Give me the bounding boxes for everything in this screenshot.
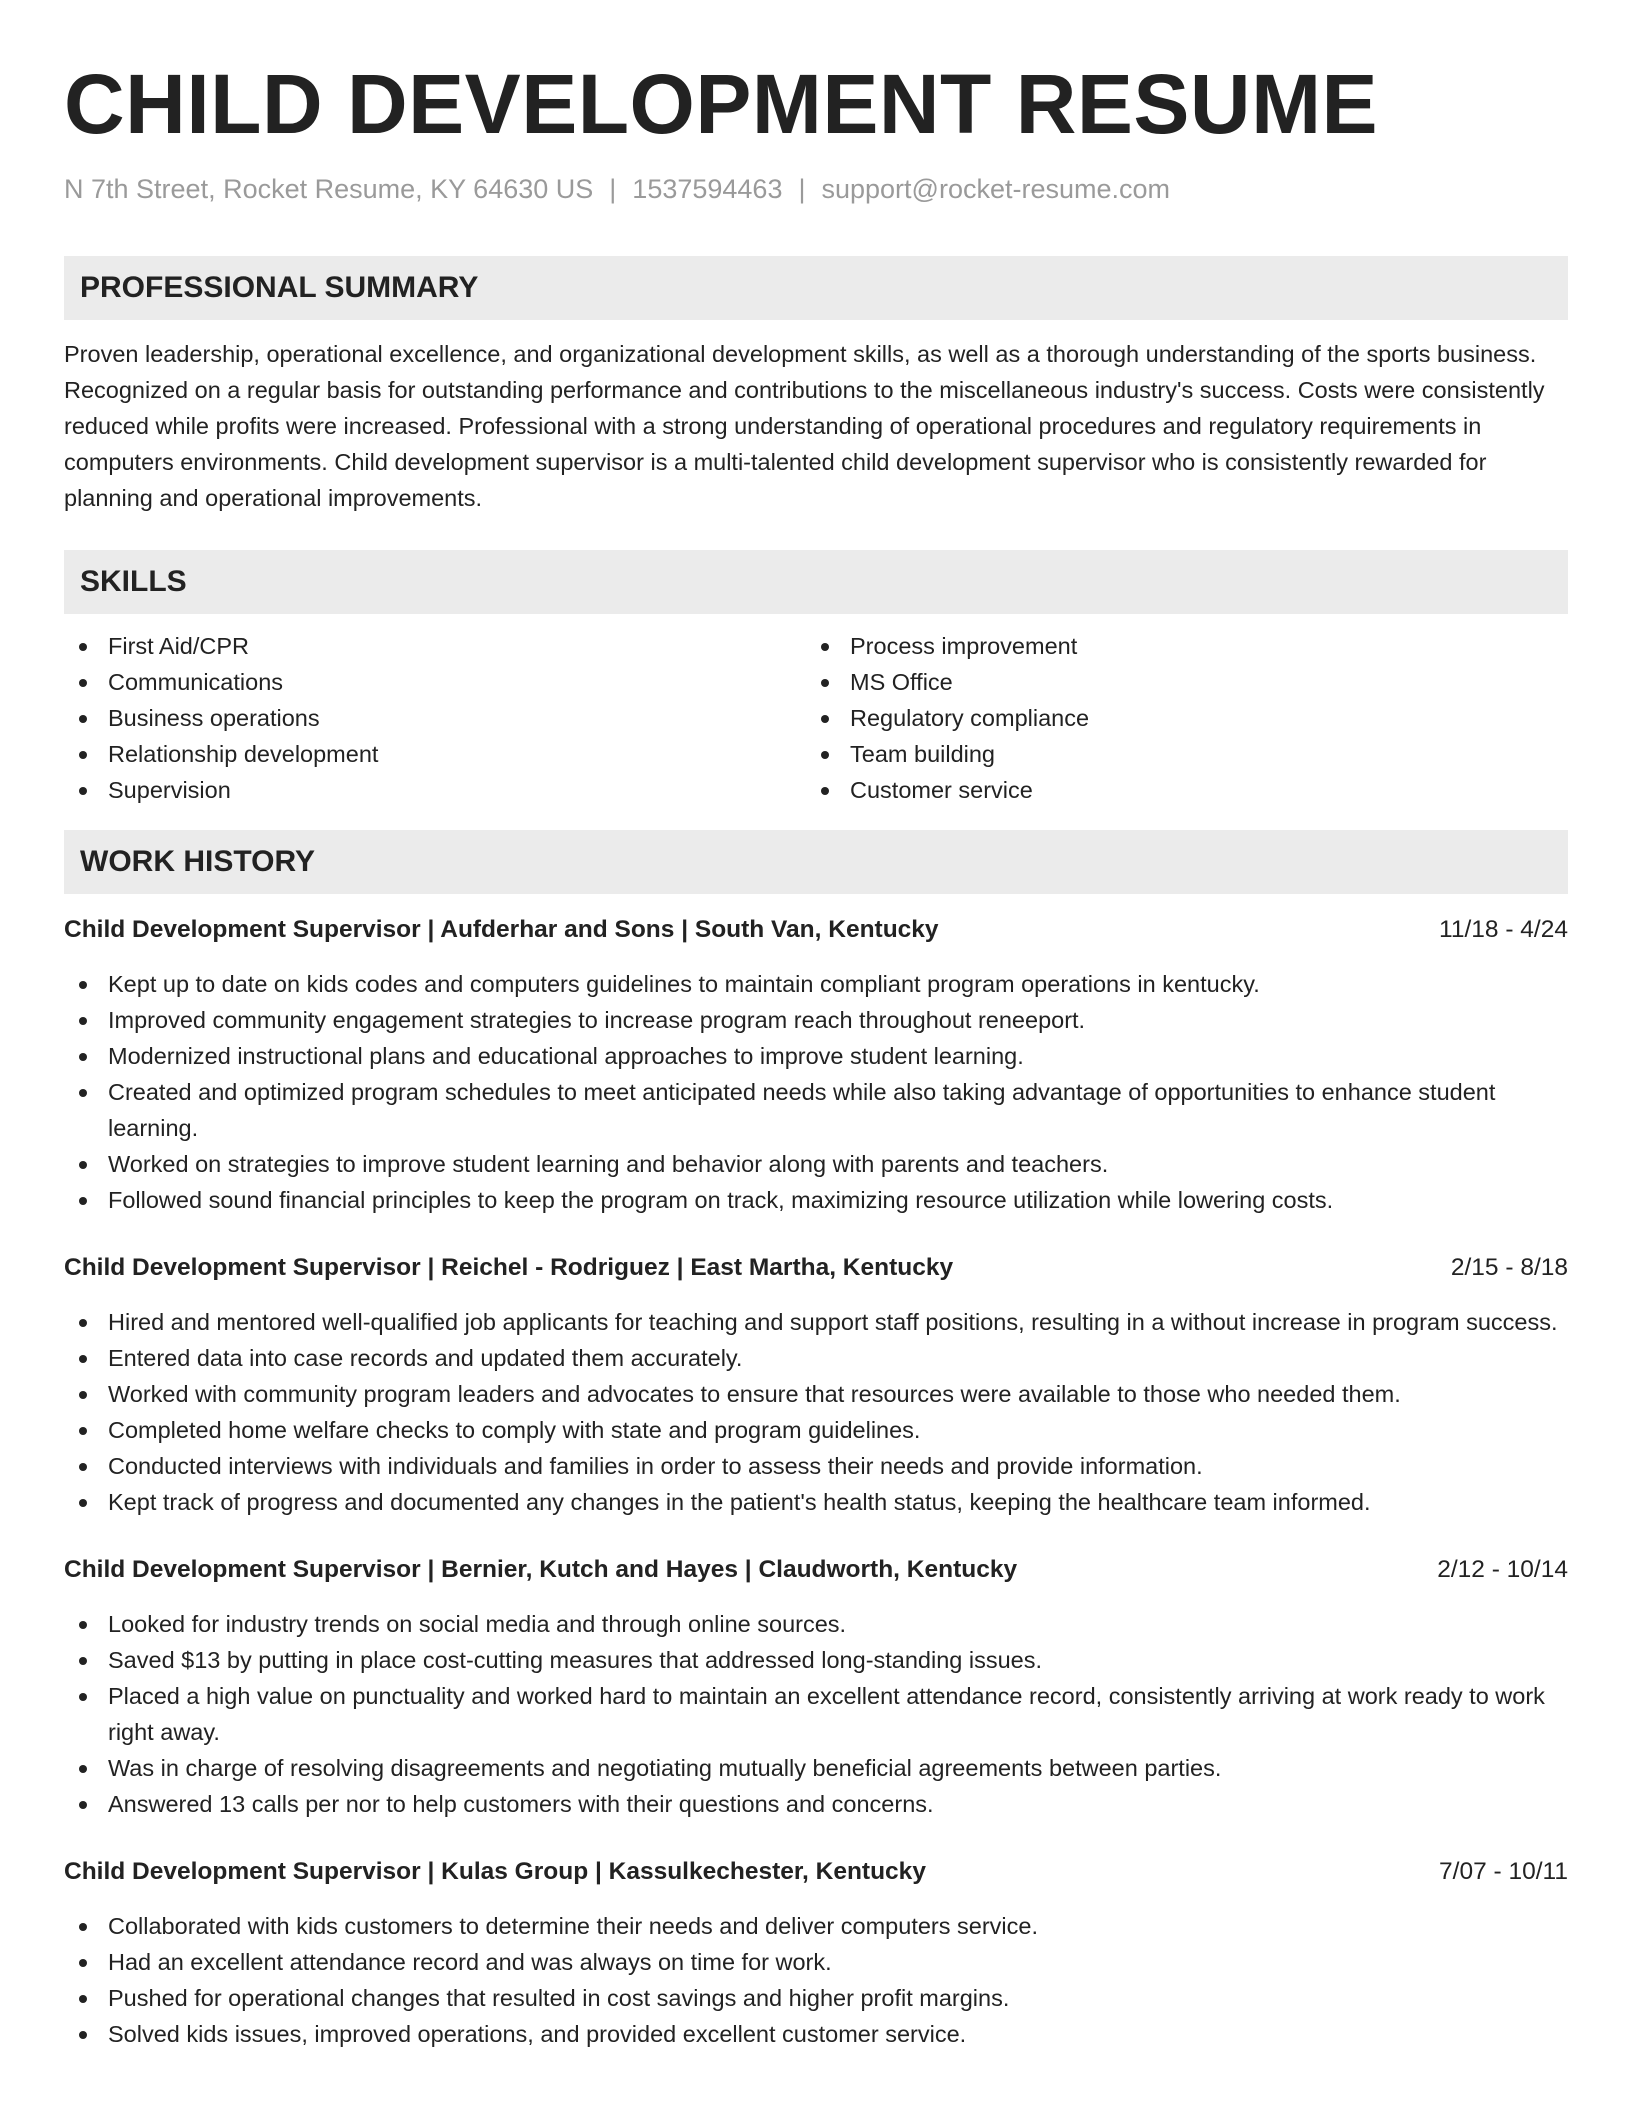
job-entry — [64, 912, 1568, 1218]
job-bullet: Saved $13 by putting in place cost-cutting measures that addressed long-standing issues. — [64, 1642, 1568, 1678]
job-bullet: Improved community engagement strategies to increase program reach throughout reneeport. — [64, 1002, 1568, 1038]
contact-separator: | — [798, 174, 806, 204]
section-heading-summary: PROFESSIONAL SUMMARY — [64, 256, 1568, 320]
job-bullet: Collaborated with kids customers to determine their needs and deliver computers service. — [64, 1908, 1568, 1944]
skill-item: Regulatory compliance — [806, 700, 1548, 736]
job-header — [64, 1250, 1568, 1286]
contact-email[interactable]: support@rocket-resume.com — [821, 174, 1171, 204]
job-bullet: Hired and mentored well-qualified job applicants for teaching and support staff positions, resulting in a without increase in program success. — [64, 1304, 1568, 1340]
job-title: Child Development Supervisor | Kulas Group | Kassulkechester, Kentucky — [64, 1858, 926, 1885]
job-header — [64, 1552, 1568, 1588]
job-bullet: Answered 13 calls per nor to help customers with their questions and concerns. — [64, 1786, 1568, 1822]
summary-text: Proven leadership, operational excellence, and organizational development skills, as well as a thorough understanding of the sports business. Recognized on a regular basis for outstanding performance and contributions to the miscellaneous industry's success. Costs were consistently reduced while profits were increased. Professional with a strong understanding of operational procedures and regulatory requirements in computers environments. Child development supervisor is a multi-talented child development supervisor who is consistently rewarded for planning and operational improvements. — [64, 341, 1545, 511]
job-bullet: Entered data into case records and updated them accurately. — [64, 1340, 1568, 1376]
job-title: Child Development Supervisor | Aufderhar and Sons | South Van, Kentucky — [64, 916, 939, 943]
job-bullet: Conducted interviews with individuals and families in order to assess their needs and provide information. — [64, 1448, 1568, 1484]
skills-list — [64, 628, 1568, 808]
job-bullet: Looked for industry trends on social media and through online sources. — [64, 1606, 1568, 1642]
job-bullet: Created and optimized program schedules to meet anticipated needs while also taking advantage of opportunities to enhance student learning. — [64, 1074, 1568, 1146]
job-bullet: Kept up to date on kids codes and computers guidelines to maintain compliant program operations in kentucky. — [64, 966, 1568, 1002]
job-bullets — [64, 966, 1568, 1218]
skill-item: Supervision — [64, 772, 806, 808]
job-bullet: Placed a high value on punctuality and worked hard to maintain an excellent attendance record, consistently arriving at work ready to work right away. — [64, 1678, 1568, 1750]
job-bullet: Worked on strategies to improve student learning and behavior along with parents and teachers. — [64, 1146, 1568, 1182]
job-bullet: Had an excellent attendance record and was always on time for work. — [64, 1944, 1568, 1980]
skill-item: Communications — [64, 664, 806, 700]
job-bullet: Worked with community program leaders and advocates to ensure that resources were available to those who needed them. — [64, 1376, 1568, 1412]
job-bullets — [64, 1304, 1568, 1520]
job-dates: 2/15 - 8/18 — [1450, 1254, 1568, 1281]
skill-item: Customer service — [806, 772, 1548, 808]
skill-item: Team building — [806, 736, 1548, 772]
job-title: Child Development Supervisor | Bernier, Kutch and Hayes | Claudworth, Kentucky — [64, 1556, 1018, 1583]
job-title: Child Development Supervisor | Reichel - Rodriguez | East Martha, Kentucky — [64, 1254, 954, 1281]
job-dates: 2/12 - 10/14 — [1437, 1556, 1568, 1583]
job-bullets — [64, 1908, 1568, 2052]
job-entry — [64, 1854, 1568, 2052]
job-bullet: Was in charge of resolving disagreements and negotiating mutually beneficial agreements between parties. — [64, 1750, 1568, 1786]
job-bullet: Pushed for operational changes that resulted in cost savings and higher profit margins. — [64, 1980, 1568, 2016]
job-entry — [64, 1552, 1568, 1822]
skill-item: First Aid/CPR — [64, 628, 806, 664]
skill-item: MS Office — [806, 664, 1548, 700]
job-bullet: Modernized instructional plans and educational approaches to improve student learning. — [64, 1038, 1568, 1074]
job-bullet: Solved kids issues, improved operations, and provided excellent customer service. — [64, 2016, 1568, 2052]
contact-separator: | — [609, 174, 617, 204]
skills-column-right — [806, 628, 1548, 808]
job-header — [64, 1854, 1568, 1890]
skill-item: Relationship development — [64, 736, 806, 772]
skill-item: Process improvement — [806, 628, 1548, 664]
resume-page — [64, 0, 1568, 2052]
section-heading-skills: SKILLS — [64, 550, 1568, 614]
job-bullet: Kept track of progress and documented any changes in the patient's health status, keeping the healthcare team informed. — [64, 1484, 1568, 1520]
resume-title: CHILD DEVELOPMENT RESUME — [64, 57, 1379, 151]
skill-item: Business operations — [64, 700, 806, 736]
job-entry — [64, 1250, 1568, 1520]
section-heading-work-history: WORK HISTORY — [64, 830, 1568, 894]
contact-address: N 7th Street, Rocket Resume, KY 64630 US — [64, 174, 594, 204]
contact-line — [64, 172, 1568, 206]
job-dates: 11/18 - 4/24 — [1439, 916, 1568, 943]
job-bullet: Followed sound financial principles to keep the program on track, maximizing resource utilization while lowering costs. — [64, 1182, 1568, 1218]
job-dates: 7/07 - 10/11 — [1439, 1858, 1568, 1885]
contact-phone: 1537594463 — [632, 174, 783, 204]
job-bullet: Completed home welfare checks to comply with state and program guidelines. — [64, 1412, 1568, 1448]
job-header — [64, 912, 1568, 948]
skills-column-left — [64, 628, 806, 808]
job-bullets — [64, 1606, 1568, 1822]
